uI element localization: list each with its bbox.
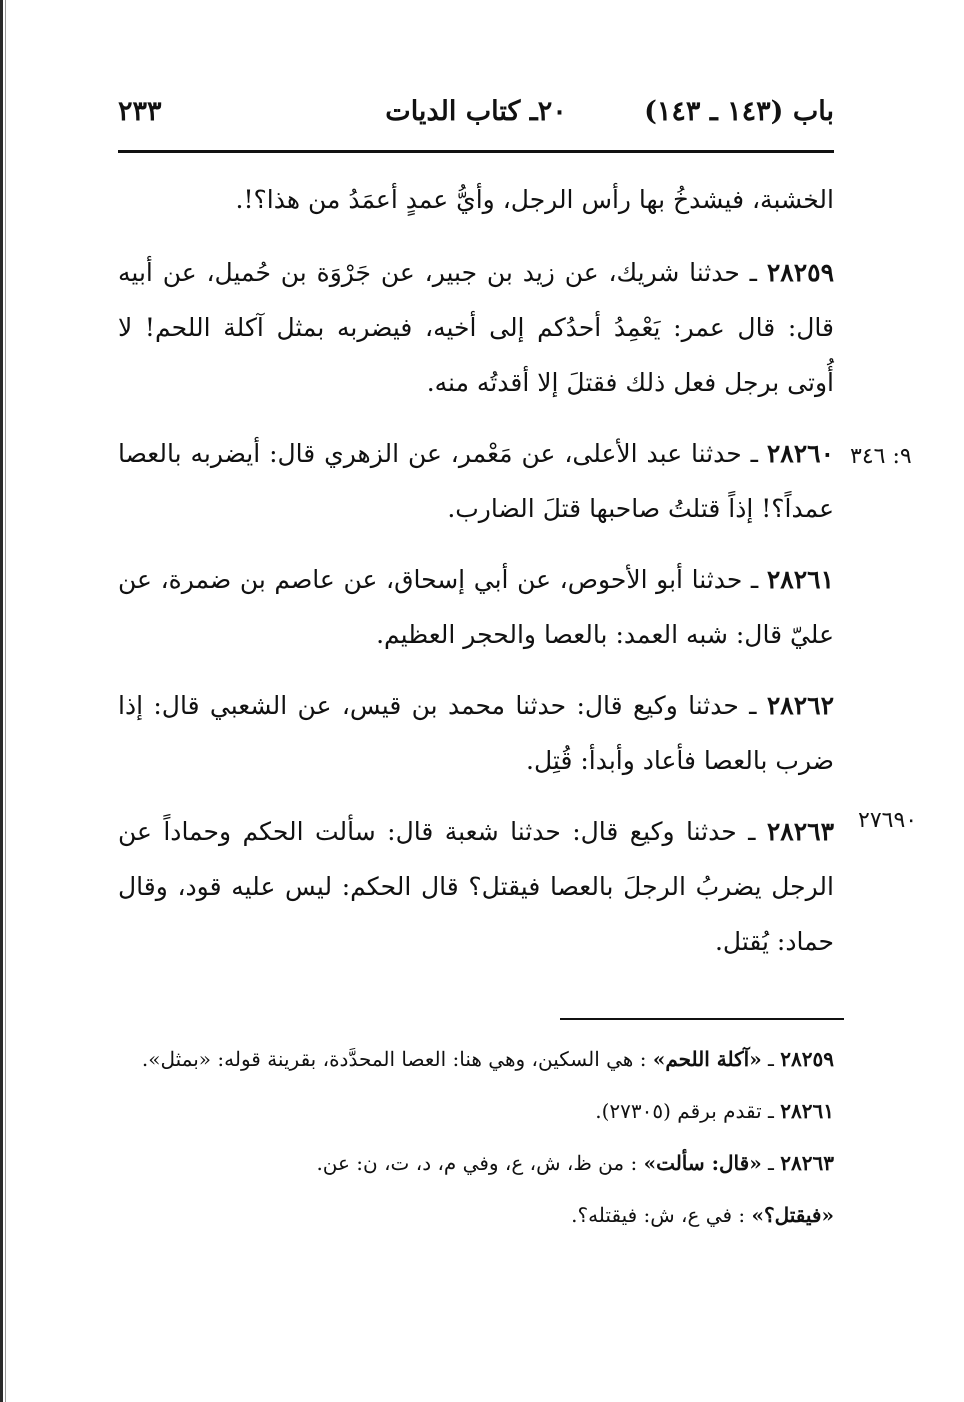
- footnote-key: «آكلة اللحم»: [652, 1047, 762, 1071]
- hadith-number: ٢٨٢٥٩: [766, 258, 834, 287]
- paragraph-text: ـ حدثنا عبد الأعلى، عن مَعْمر، عن الزهري قال: أيضربه بالعصا عمداً؟! إذاً قتلتُ صاحبها قتلَ الضارب.: [118, 439, 834, 523]
- footnote: [118, 1196, 834, 1234]
- footnote: ٢٨٢٥٩ ـ «آكلة اللحم» : هي السكين، وهي هنا: العصا المحدَّدة، بقرينة قوله: «بمثل».: [141, 1047, 834, 1071]
- hadith-number: ٢٨٢٦١: [766, 565, 834, 594]
- footnote-text: ـ تقدم برقم (٢٧٣٠٥).: [595, 1099, 774, 1123]
- footnotes: [118, 1040, 834, 1248]
- paragraph-text: ـ حدثنا أبو الأحوص، عن أبي إسحاق، عن عاصم بن ضمرة، عن عليّ قال: شبه العمد: بالعصا والحجر العظيم.: [118, 565, 834, 649]
- book-title: ٢٠ـ كتاب الديات: [385, 96, 567, 127]
- hadith-paragraph: [118, 245, 834, 410]
- hadith-paragraph: [118, 552, 834, 662]
- hadith-number: ٢٨٢٦٢: [766, 691, 834, 720]
- footnote-text: : من ظ، ش، ع، وفي م، د، ت، ن: عن.: [316, 1151, 638, 1175]
- continuation-paragraph: [118, 172, 834, 227]
- chapter-heading: باب (١٤٣ ـ ١٤٣): [644, 96, 834, 127]
- hadith-number: ٢٨٢٦٣: [766, 817, 834, 846]
- footnote-text: : هي السكين، وهي هنا: العصا المحدَّدة، بقرينة قوله: «بمثل».: [141, 1047, 647, 1071]
- footnote-key: «فيقتل؟»: [751, 1203, 834, 1227]
- margin-reference: ٩: ٣٤٦: [850, 444, 912, 469]
- footnote: [118, 1092, 834, 1130]
- page-header: [118, 88, 834, 148]
- header-rule: [118, 150, 834, 153]
- main-text: [118, 172, 834, 985]
- footnote-number: ٢٨٢٦٣: [780, 1151, 834, 1175]
- paragraph-text: ـ حدثنا شريك، عن زيد بن جبير، عن جَرْوَة بن حُميل، عن أبيه قال: قال عمر: يَعْمِدُ أحدُكم إلى أخيه، فيضربه بمثل آكلة اللحم! لا أُوتى برجل فعل ذلك فقتلَ إلا أقدتُه منه.: [118, 258, 834, 397]
- scan-edge-line: [5, 0, 6, 1402]
- footnote-rule: [560, 1018, 844, 1020]
- hadith-paragraph: [118, 804, 834, 969]
- paragraph-text: ـ حدثنا وكيع قال: حدثنا شعبة قال: سألت الحكم وحماداً عن الرجل يضربُ الرجلَ بالعصا فيقتل؟ قال الحكم: ليس عليه قود، وقال حماد: يُقتل.: [118, 817, 834, 956]
- page-number: ٢٣٣: [118, 96, 162, 127]
- footnote-key: «قال: سألت»: [643, 1151, 762, 1175]
- footnote-text: : في ع، ش: فيقتله؟.: [571, 1203, 746, 1227]
- paragraph-text: الخشبة، فيشدخُ بها رأس الرجل، وأيُّ عمدٍ أعمَدُ من هذا؟!.: [235, 185, 834, 214]
- scan-edge: [0, 0, 3, 1402]
- hadith-number: ٢٨٢٦٠: [766, 439, 834, 468]
- footnote: ٢٨٢٦٣ ـ «قال: سألت» : من ظ، ش، ع، وفي م، د، ت، ن: عن.: [316, 1151, 834, 1175]
- footnote-number: ٢٨٢٦١: [780, 1099, 834, 1123]
- margin-reference: ٢٧٦٩٠: [858, 808, 918, 833]
- hadith-paragraph: [118, 426, 834, 536]
- paragraph-text: ـ حدثنا وكيع قال: حدثنا محمد بن قيس، عن الشعبي قال: إذا ضرب بالعصا فأعاد وأبدأ: قُتِل.: [118, 691, 834, 775]
- footnote-number: ٢٨٢٥٩: [780, 1047, 834, 1071]
- hadith-paragraph: [118, 678, 834, 788]
